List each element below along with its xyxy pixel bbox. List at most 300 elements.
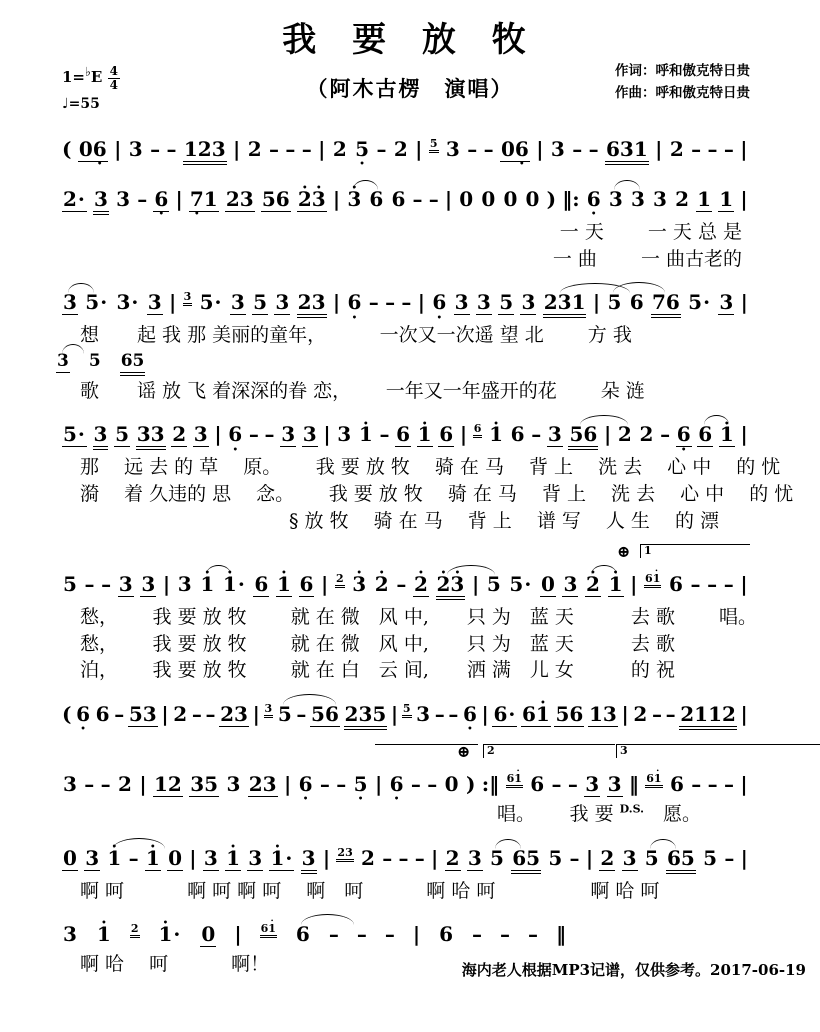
- key-signature: [62, 64, 120, 112]
- note-token: 3: [118, 572, 133, 597]
- lyrics-segment: 唱。 我 要: [497, 802, 620, 825]
- note-token: 0: [201, 922, 216, 947]
- dash: –: [319, 771, 330, 796]
- note-token: 5: [490, 845, 504, 870]
- barline: |: [740, 187, 748, 211]
- note-token: 5: [644, 845, 659, 870]
- dash: –: [191, 701, 202, 726]
- dash: –: [114, 701, 125, 726]
- dash: –: [128, 845, 139, 870]
- note-token: 631: [605, 139, 649, 165]
- dash: –: [707, 137, 718, 161]
- note-token: 3·: [116, 290, 139, 315]
- note-token: 3: [264, 703, 274, 718]
- jianpu-line: [0, 691, 820, 734]
- barline: |: [175, 187, 183, 211]
- jianpu-line: [0, 561, 820, 604]
- barline: |: [740, 422, 748, 447]
- lyrics-line: 那 远 去 的 草 原。 我 要 放 牧 骑 在 马 背 上 洗 去 心 中 的 忧: [80, 456, 781, 479]
- dash: –: [569, 845, 580, 870]
- dash: –: [84, 771, 95, 796]
- tempo-marking: [62, 96, 120, 112]
- note-token: 3: [57, 350, 69, 371]
- note-token: 0: [459, 187, 474, 211]
- dash: –: [467, 137, 478, 161]
- dash: –: [723, 137, 734, 161]
- note-token: 56: [568, 424, 598, 450]
- key-prefix: 1=: [62, 68, 86, 86]
- note-token: 6: [510, 422, 525, 447]
- dash: –: [414, 845, 425, 870]
- note-token: 3: [93, 424, 109, 450]
- dash: –: [396, 572, 407, 597]
- note-token: 3: [445, 137, 460, 161]
- dash: –: [385, 290, 396, 315]
- lyrics-line: [0, 801, 820, 828]
- lyrics-line: 愁， 我 要 放 牧 就 在 微 风 中, 只 为 蓝 天 去 歌: [80, 632, 675, 655]
- note-token: 2: [118, 771, 132, 796]
- dash: –: [724, 845, 735, 870]
- note-token: 6: [254, 572, 269, 597]
- note-token: 6 •: [153, 189, 169, 212]
- barline: |: [233, 137, 241, 161]
- dash: –: [724, 771, 734, 796]
- lyrics-line: 一 天 一 天 总 是: [559, 221, 742, 243]
- barline: |: [603, 422, 612, 447]
- dash: –: [398, 845, 409, 870]
- music-system: [0, 691, 820, 734]
- dash: –: [588, 137, 599, 161]
- note-token: • 3: [351, 574, 367, 596]
- barline: |: [162, 572, 171, 597]
- note-token: 5: [548, 845, 563, 870]
- dash: –: [707, 771, 718, 796]
- dash: –: [567, 771, 578, 796]
- note-token: 6: [668, 572, 683, 597]
- barline: |: [321, 572, 329, 597]
- note-token: • 1: [145, 848, 161, 871]
- barline: |: [585, 845, 594, 870]
- note-token: 0: [540, 572, 555, 597]
- note-token: 2: [393, 137, 408, 161]
- barline: |: [740, 701, 748, 726]
- barline: |: [444, 187, 453, 211]
- dash: –: [434, 701, 445, 726]
- note-token: 5: [429, 138, 439, 153]
- note-token: 35: [190, 771, 219, 796]
- note-token: 3: [476, 290, 491, 315]
- dash: –: [660, 422, 671, 447]
- note-token: 5 •: [354, 139, 370, 161]
- note-token: 5·: [688, 290, 711, 315]
- note-token: 235: [344, 704, 388, 730]
- barline: |: [252, 701, 260, 726]
- note-token: 5: [703, 845, 718, 870]
- barline: |: [417, 290, 426, 315]
- dash: –: [448, 701, 459, 726]
- note-token: • 1: [225, 848, 241, 871]
- dash: –: [166, 137, 177, 161]
- note-token: 123: [183, 139, 227, 165]
- note-token: 23: [225, 187, 254, 211]
- barline: ‖: [628, 771, 639, 796]
- flat-sign: ♭: [85, 64, 91, 79]
- lyrics-line: 泊， 我 要 放 牧 就 在 白 云 间, 洒 满 儿 女 的 祝: [80, 659, 675, 682]
- note-token: 3: [302, 422, 317, 447]
- note-token: 6• 1: [645, 773, 662, 788]
- dash: –: [691, 137, 702, 161]
- volta-bracket: 3: [616, 744, 820, 758]
- note-token: 2: [247, 137, 262, 161]
- note-token: 3: [128, 137, 143, 161]
- barline: |: [318, 137, 326, 161]
- note-token: 3: [416, 701, 431, 726]
- note-token: • 2: [585, 574, 601, 597]
- dash: –: [412, 187, 423, 211]
- song-title: 我 要 放 牧: [282, 20, 538, 60]
- note-token: 6·: [493, 701, 516, 726]
- note-token: 3: [454, 290, 469, 315]
- note-token: • 1·: [222, 574, 247, 596]
- note-token: 3: [193, 422, 208, 447]
- note-token: 0: [525, 187, 540, 211]
- note-token: 56: [311, 701, 339, 726]
- dash: –: [572, 137, 583, 161]
- barline: |: [459, 422, 468, 447]
- barline: |: [322, 845, 331, 870]
- note-token: • 1: [106, 848, 122, 870]
- music-system: [0, 126, 820, 169]
- barline: |: [114, 137, 122, 161]
- note-token: 5 •: [353, 774, 369, 796]
- note-token: • 1: [488, 424, 504, 446]
- note-token: 3: [653, 187, 667, 211]
- note-token: 3: [622, 845, 637, 870]
- note-token: 3: [608, 187, 623, 211]
- note-token: 2: [172, 422, 187, 447]
- barline: |: [189, 845, 197, 870]
- music-system: [0, 741, 820, 828]
- note-token: 2: [332, 137, 347, 161]
- barline: |: [169, 290, 177, 315]
- dash: –: [356, 922, 367, 947]
- dash: –: [301, 137, 312, 161]
- note-token: 6: [391, 187, 406, 211]
- note-token: 3: [183, 291, 193, 306]
- barline: |: [740, 845, 748, 870]
- barline: |: [481, 701, 489, 726]
- lyrics-line: 愁， 我 要 放 牧 就 在 微 风 中, 只 为 蓝 天 去 歌 唱。: [80, 606, 758, 629]
- dash: –: [384, 922, 395, 947]
- note-token: 3: [337, 422, 352, 447]
- note-token: 6: [369, 187, 384, 211]
- note-token: 6: [295, 922, 310, 947]
- note-token: 0: [168, 845, 183, 870]
- header: [0, 0, 820, 126]
- dash: –: [269, 137, 279, 161]
- ds-mark: D.S.: [619, 802, 644, 816]
- note-token: 6 •: [75, 704, 91, 726]
- note-token: 5: [115, 422, 130, 447]
- note-token: 6: [439, 922, 454, 947]
- dash: –: [528, 922, 539, 947]
- barline: ): [546, 187, 557, 211]
- lyrics-line: 一 曲 一 曲古老的: [552, 247, 742, 270]
- dash: –: [428, 187, 439, 211]
- note-token: 3: [719, 290, 734, 315]
- note-token: 2: [361, 845, 375, 870]
- note-token: 6 •: [586, 189, 602, 211]
- note-token: 23: [248, 771, 277, 796]
- note-token: • 1·: [158, 924, 183, 946]
- note-token: 2: [639, 422, 654, 447]
- barline: (: [62, 701, 72, 726]
- barline: :‖: [481, 771, 500, 796]
- barline: |: [471, 572, 480, 597]
- note-token: 06 •: [78, 139, 108, 162]
- note-token: 2: [335, 573, 345, 588]
- barline: |: [431, 845, 439, 870]
- note-token: • 2• 3: [436, 574, 466, 600]
- note-token: 5·: [63, 422, 85, 447]
- dash: –: [248, 422, 259, 447]
- note-token: 65: [666, 848, 696, 874]
- note-token: 23: [297, 292, 327, 318]
- lyricist: 作词：呼和傲克特日贵: [615, 63, 750, 79]
- note-token: 56: [261, 187, 290, 211]
- note-token: • 2: [374, 574, 390, 596]
- note-token: 5: [402, 703, 412, 718]
- note-token: • 1: [276, 574, 292, 597]
- note-token: 7 •1: [189, 189, 219, 212]
- note-token: 6: [439, 422, 454, 447]
- barline: ‖:: [562, 187, 580, 211]
- barline: |: [390, 701, 399, 726]
- note-token: 3: [275, 290, 290, 315]
- note-token: 3: [467, 845, 482, 870]
- barline: |: [323, 422, 331, 447]
- barline: |: [283, 771, 292, 796]
- note-token: 23: [220, 701, 248, 726]
- note-token: 2: [173, 701, 188, 726]
- meter-denominator: 4: [109, 77, 118, 92]
- dash: –: [100, 771, 111, 796]
- note-token: 3: [141, 572, 156, 597]
- note-token: 2: [675, 187, 690, 211]
- note-token: 6 •: [462, 704, 478, 726]
- lyrics-line: 啊 呵 啊 呵 啊 呵 啊 呵 啊 哈 呵 啊 哈 呵: [80, 879, 660, 902]
- lyrics-line: 漪 着 久违的 思 念。 我 要 放 牧 骑 在 马 背 上 洗 去 心 中 的 忧: [80, 482, 794, 505]
- lyrics-line: 啊 哈 呵 啊！: [80, 953, 270, 976]
- note-token: 65: [120, 353, 146, 376]
- quarter-note-icon: ♩: [62, 96, 69, 113]
- note-token: 3: [147, 290, 162, 315]
- barline: |: [536, 137, 544, 161]
- music-system: [0, 541, 820, 684]
- note-token: 2112: [679, 704, 737, 730]
- note-token: 12: [154, 771, 182, 796]
- barline: |: [740, 572, 748, 597]
- dash: –: [264, 422, 275, 447]
- note-token: • 2• 3: [297, 189, 327, 212]
- note-token: 6• 1: [644, 573, 661, 588]
- barline: |: [214, 422, 222, 447]
- note-token: 231: [543, 292, 587, 318]
- note-token: 3: [230, 290, 245, 315]
- note-token: 6• 1: [260, 923, 277, 938]
- note-token: 5: [63, 572, 77, 597]
- note-token: 1: [697, 187, 712, 211]
- barline: |: [139, 771, 147, 796]
- dash: –: [500, 922, 511, 947]
- note-token: 3: [563, 572, 578, 597]
- note-token: 2: [669, 137, 684, 161]
- lyrics-line: 想 起 我 那 美丽的童年， 一次又一次遥 望 北 方 我: [80, 324, 632, 347]
- barline: |: [655, 137, 663, 161]
- note-token: • 1: [608, 574, 624, 597]
- note-token: 0: [444, 771, 459, 796]
- pickup-notes: [0, 349, 820, 378]
- note-token: 6: [95, 701, 110, 726]
- performer: （阿木古楞 演唱）: [306, 76, 514, 101]
- note-token: 5: [607, 290, 622, 315]
- note-token: 6 •: [298, 774, 314, 796]
- music-system: [0, 835, 820, 905]
- note-token: 2: [130, 923, 140, 938]
- meter-numerator: 4: [109, 63, 118, 78]
- barline: |: [740, 290, 748, 315]
- annotation-row: [0, 541, 820, 561]
- note-token: 0: [481, 187, 496, 211]
- music-system: [0, 279, 820, 404]
- dash: –: [690, 572, 701, 597]
- dash: –: [84, 572, 95, 597]
- note-token: 5·: [85, 290, 108, 315]
- annotation-row: [0, 741, 820, 761]
- jianpu-line: [0, 279, 820, 322]
- dash: –: [285, 137, 296, 161]
- note-token: 2: [617, 422, 632, 447]
- note-token: 3: [281, 422, 296, 447]
- note-token: 2: [633, 701, 648, 726]
- note-token: • 1: [358, 424, 374, 446]
- dash: –: [723, 572, 734, 597]
- note-token: 3: [248, 845, 263, 870]
- jianpu-line: [0, 835, 820, 878]
- note-token: 3: [63, 290, 77, 315]
- note-token: 6: [669, 771, 684, 796]
- dash: –: [368, 290, 379, 315]
- note-token: 3: [550, 137, 565, 161]
- note-token: 5: [486, 572, 501, 597]
- time-signature: [108, 65, 120, 91]
- dash: –: [376, 137, 387, 161]
- dash: –: [150, 137, 161, 161]
- note-token: • 1: [199, 574, 215, 596]
- note-token: 33: [136, 424, 166, 450]
- jianpu-line: [0, 126, 820, 169]
- dash: –: [205, 701, 216, 726]
- note-token: • 1: [417, 424, 433, 447]
- lyrics-line: 歌 谣 放 飞 着深深的眷 恋， 一年又一年盛开的花 朵 涟: [80, 379, 645, 402]
- jianpu-line: [0, 761, 820, 801]
- note-token: 2·: [63, 187, 85, 211]
- note-token: 23: [336, 847, 353, 862]
- dash: –: [137, 187, 148, 211]
- note-token: 3: [63, 922, 77, 947]
- note-token: 5: [88, 350, 101, 371]
- note-token: 6• 1: [521, 704, 551, 727]
- credits: [615, 60, 750, 105]
- note-token: 65: [511, 848, 541, 874]
- systems: [0, 126, 820, 978]
- note-token: 13: [588, 701, 617, 726]
- note-token: 5·: [509, 572, 532, 597]
- barline: (: [62, 137, 72, 161]
- note-token: 3: [93, 189, 109, 215]
- lyrics-line: § 放 牧 骑 在 马 背 上 谱 写 人 生 的 漂: [80, 509, 720, 532]
- dash: –: [401, 290, 412, 315]
- note-token: 5: [253, 290, 268, 315]
- note-token: • 1: [719, 424, 735, 447]
- note-token: 6 •: [431, 292, 447, 314]
- note-token: 6: [530, 771, 545, 796]
- note-token: 6: [396, 422, 411, 447]
- note-token: 76: [651, 292, 681, 318]
- note-token: • 2: [413, 574, 429, 597]
- note-token: 3: [585, 771, 600, 796]
- note-token: 5: [499, 290, 514, 315]
- dash: –: [379, 422, 390, 447]
- dash: –: [651, 701, 662, 726]
- volta-bracket: 2: [483, 744, 615, 758]
- note-token: 3: [63, 771, 77, 796]
- composer: 作曲：呼和傲克特日贵: [615, 85, 750, 102]
- note-token: 3: [85, 845, 100, 870]
- dash: –: [531, 422, 542, 447]
- note-token: 6: [473, 423, 483, 438]
- note-token: 6• 1: [506, 773, 523, 788]
- dash: –: [691, 771, 702, 796]
- dash: –: [328, 922, 339, 947]
- coda-mark: ⊕: [617, 542, 631, 562]
- volta-bracket: 1: [640, 544, 750, 558]
- note-token: 6 •: [346, 292, 362, 314]
- tempo-value: =55: [68, 96, 100, 113]
- barline: |: [161, 701, 169, 726]
- coda-mark: ⊕: [457, 741, 471, 761]
- note-token: 53: [128, 701, 157, 726]
- jianpu-line: [0, 911, 820, 951]
- barline: |: [630, 572, 638, 597]
- dash: –: [382, 845, 393, 870]
- note-token: 0: [503, 187, 518, 211]
- note-token: 3: [116, 187, 131, 211]
- note-token: 56: [555, 701, 584, 726]
- barline: |: [592, 290, 601, 315]
- music-system: [0, 176, 820, 272]
- barline: |: [415, 137, 423, 161]
- jianpu-line: [0, 411, 820, 454]
- barline: |: [332, 290, 341, 315]
- note-token: 3: [607, 771, 622, 796]
- note-token: 1: [719, 187, 734, 211]
- note-token: 6: [698, 422, 713, 447]
- lyrics-segment: 愿。: [643, 802, 701, 825]
- dash: –: [472, 922, 483, 947]
- note-token: 3: [203, 845, 218, 870]
- note-token: 5·: [199, 290, 222, 315]
